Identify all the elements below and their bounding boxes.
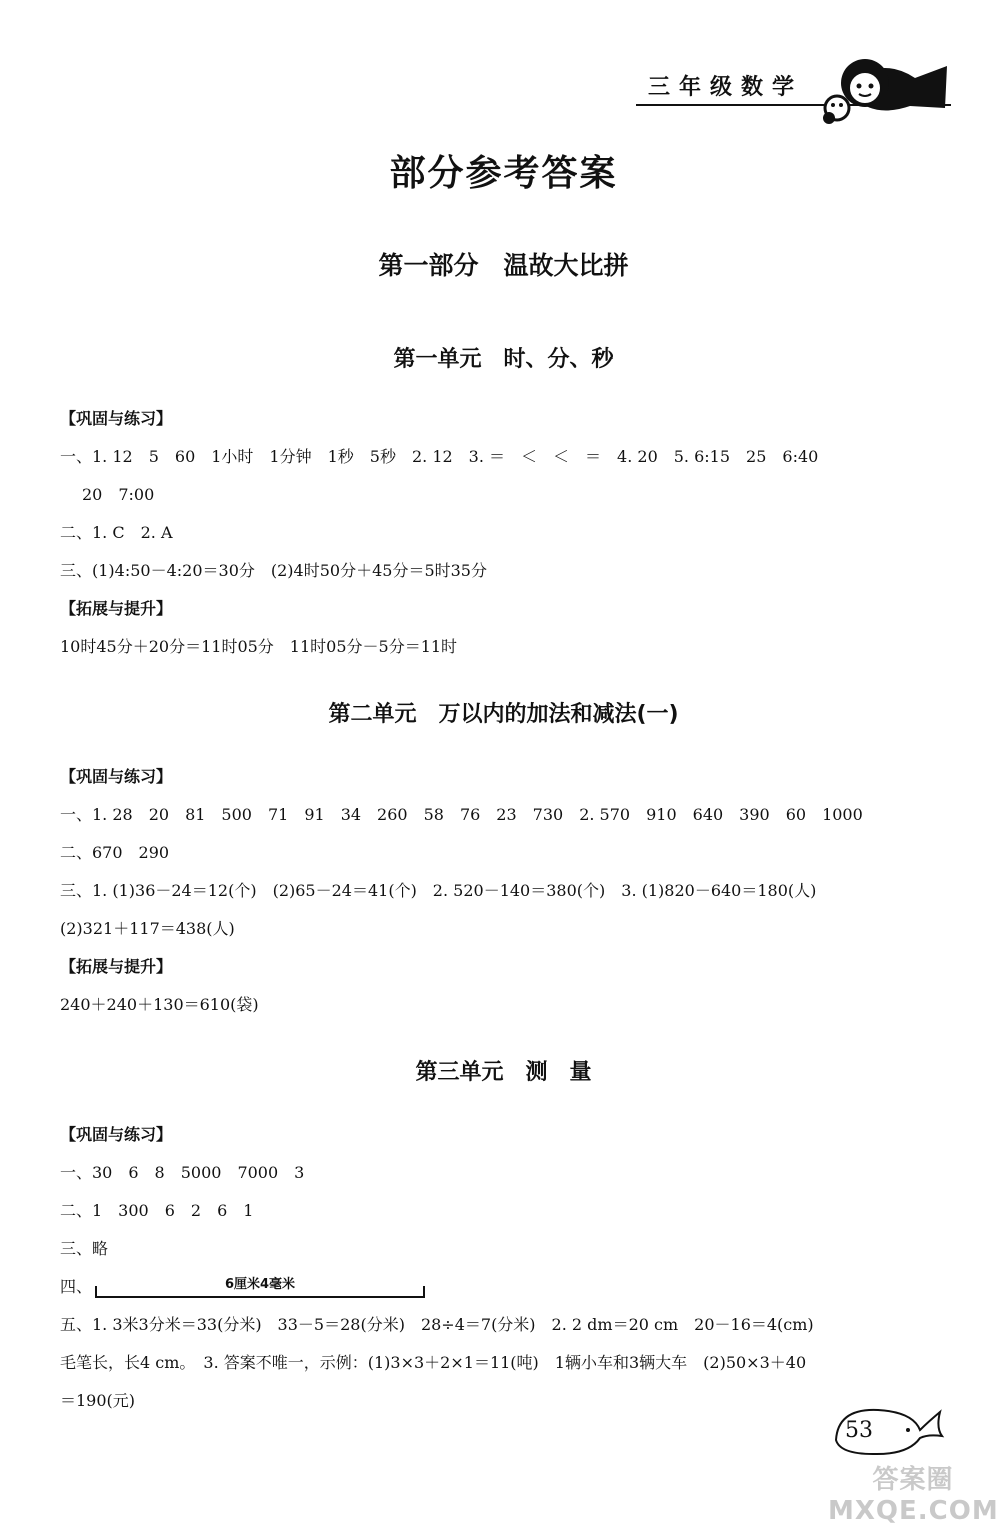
measure-tick-end bbox=[423, 1286, 425, 1298]
unit-1-extend-line: 10时45分＋20分＝11时05分 11时05分－5分＝11时 bbox=[60, 637, 458, 656]
measure-label: 6厘米4毫米 bbox=[224, 1277, 296, 1292]
unit-2-extend-line: 240＋240＋130＝610(袋) bbox=[60, 995, 259, 1014]
unit-2-extend-label: 【拓展与提升】 bbox=[60, 957, 173, 976]
unit-2-line-2: 二、670 290 bbox=[60, 843, 170, 862]
part-title: 第一部分 温故大比拼 bbox=[378, 251, 629, 280]
page-number: 53 bbox=[845, 1418, 873, 1443]
unit-2-line-4: (2)321＋117＝438(人) bbox=[60, 919, 235, 938]
book-title: 三年级数学 bbox=[648, 74, 804, 100]
unit-3-title: 第三单元 测 量 bbox=[415, 1060, 592, 1085]
unit-3-line-2: 二、1 300 6 2 6 1 bbox=[60, 1201, 254, 1220]
measure-tick-start bbox=[95, 1286, 97, 1298]
unit-3-line-6: 毛笔长，长4 cm。 3. 答案不唯一，示例：(1)3×3＋2×1＝11(吨) 1辆小车和3辆大车 (2)50×3＋40 bbox=[60, 1353, 807, 1372]
unit-1-extend-label: 【拓展与提升】 bbox=[60, 599, 173, 618]
unit-1-title: 第一单元 时、分、秒 bbox=[393, 347, 614, 372]
unit-1-line-3: 二、1. C 2. A bbox=[60, 523, 173, 542]
measure-line bbox=[95, 1296, 425, 1298]
unit-3-line-3: 三、略 bbox=[60, 1239, 109, 1258]
mascot-icon bbox=[815, 38, 950, 130]
unit-1-line-4: 三、(1)4:50－4:20＝30分 (2)4时50分＋45分＝5时35分 bbox=[60, 561, 487, 580]
unit-3-practice-label: 【巩固与练习】 bbox=[60, 1125, 173, 1144]
unit-2-practice-label: 【巩固与练习】 bbox=[60, 767, 173, 786]
unit-2-title: 第二单元 万以内的加法和减法(一) bbox=[328, 702, 679, 727]
unit-3-line-7: ＝190(元) bbox=[60, 1391, 136, 1410]
unit-2-line-3: 三、1. (1)36－24＝12(个) (2)65－24＝41(个) 2. 520－140＝380(个) 3. (1)820－640＝180(人) bbox=[60, 881, 817, 900]
unit-3-line-1: 一、30 6 8 5000 7000 3 bbox=[60, 1163, 305, 1182]
watermark-text: 答案圈 MXQE.COM bbox=[828, 1465, 999, 1526]
unit-2-line-1: 一、1. 28 20 81 500 71 91 34 260 58 76 23 730 2. 570 910 640 390 60 1000 bbox=[60, 805, 863, 824]
watermark bbox=[828, 1450, 998, 1530]
unit-3-line-4: 四、 bbox=[60, 1277, 93, 1296]
unit-1-line-2: 20 7:00 bbox=[82, 485, 155, 504]
page-title: 部分参考答案 bbox=[389, 153, 618, 194]
unit-3-line-5: 五、1. 3米3分米＝33(分米) 33－5＝28(分米) 28÷4＝7(分米) 2. 2 dm＝20 cm 20－16＝4(cm) bbox=[60, 1315, 814, 1334]
unit-1-practice-label: 【巩固与练习】 bbox=[60, 409, 173, 428]
unit-1-line-1: 一、1. 12 5 60 1小时 1分钟 1秒 5秒 2. 12 3. ＝ ＜ ＜ ＝ 4. 20 5. 6:15 25 6:40 bbox=[60, 447, 819, 466]
measure-segment bbox=[95, 1273, 425, 1301]
